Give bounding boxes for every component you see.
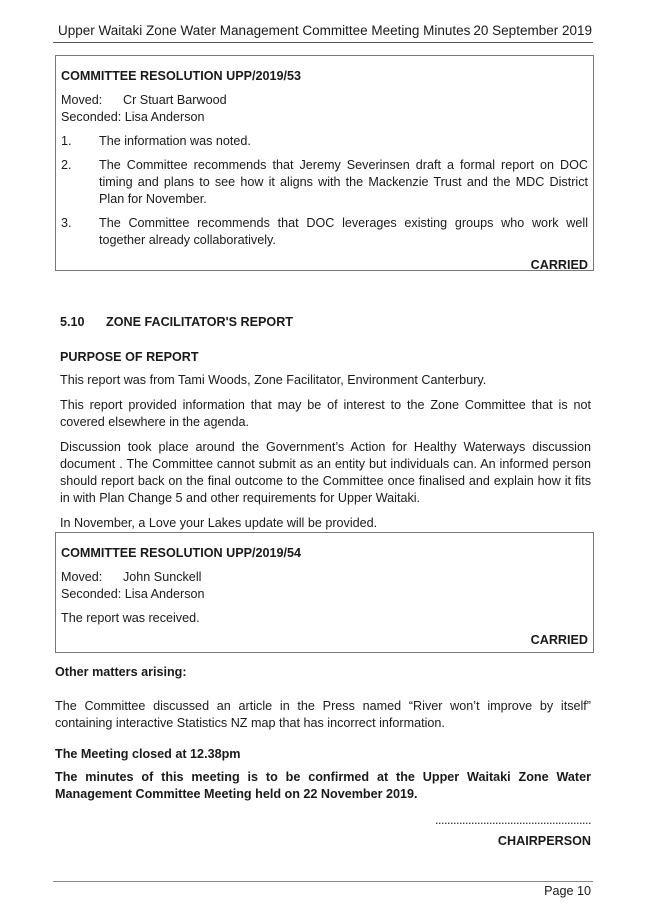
item-text: The Committee recommends that Jeremy Severinsen draft a formal report on DOC timing and plans to see how it aligns with the Mackenzie Trust and the MDC District Plan for November. bbox=[99, 158, 588, 206]
seconded-label: Seconded: bbox=[61, 587, 122, 601]
resolution-title: COMMITTEE RESOLUTION UPP/2019/54 bbox=[61, 546, 302, 560]
section-number: 5.10 bbox=[60, 315, 85, 329]
paragraph: In November, a Love your Lakes update will be provided. bbox=[60, 516, 378, 530]
section-title: ZONE FACILITATOR'S REPORT bbox=[106, 315, 294, 329]
chairperson-label: CHAIRPERSON bbox=[497, 834, 591, 848]
paragraph: This report was from Tami Woods, Zone Facilitator, Environment Canterbury. bbox=[60, 373, 487, 387]
carried-label: CARRIED bbox=[530, 258, 588, 272]
resolution-item bbox=[61, 133, 588, 150]
page-number: Page 10 bbox=[544, 884, 591, 898]
meeting-closed: The Meeting closed at 12.38pm bbox=[55, 747, 241, 761]
resolution-title: COMMITTEE RESOLUTION UPP/2019/53 bbox=[61, 69, 302, 83]
moved-name: John Sunckell bbox=[123, 570, 202, 584]
item-text: The Committee recommends that DOC leverages existing groups who work well together already collaboratively. bbox=[99, 216, 588, 247]
resolution-text: The report was received. bbox=[61, 611, 200, 625]
item-text: The information was noted. bbox=[99, 134, 251, 148]
item-number: 2. bbox=[61, 158, 72, 172]
resolution-item bbox=[61, 215, 588, 249]
seconded-label: Seconded: bbox=[61, 110, 122, 124]
other-matters-heading: Other matters arising: bbox=[55, 665, 187, 679]
paragraph: Discussion took place around the Government’s Action for Healthy Waterways discussion document . The Committee cannot submit as an entity but individuals can. An informed person should report back on the final outcome to the Committee once finalised and explain how it fits in with Plan Change 5 and other requirements for Upper Waitaki. bbox=[60, 440, 591, 505]
moved-label: Moved: bbox=[61, 570, 103, 584]
other-matters-text: The Committee discussed an article in the Press named “River won’t improve by itself” containing interactive Statistics NZ map that has incorrect information. bbox=[55, 699, 591, 730]
carried-label: CARRIED bbox=[530, 633, 588, 647]
moved-label: Moved: bbox=[61, 93, 103, 107]
purpose-heading: PURPOSE OF REPORT bbox=[60, 350, 199, 364]
header-rule bbox=[53, 42, 593, 43]
seconded-name: Lisa Anderson bbox=[124, 110, 205, 124]
item-number: 1. bbox=[61, 134, 72, 148]
seconded-row bbox=[61, 109, 588, 126]
moved-name: Cr Stuart Barwood bbox=[123, 93, 227, 107]
resolution-box-53 bbox=[55, 55, 594, 271]
signature-line: .................................................... bbox=[435, 813, 591, 827]
item-number: 3. bbox=[61, 216, 72, 230]
section-body bbox=[60, 372, 591, 532]
seconded-row bbox=[61, 586, 588, 603]
moved-row bbox=[61, 92, 588, 109]
footer-rule bbox=[53, 881, 593, 882]
resolution-item bbox=[61, 157, 588, 208]
paragraph: This report provided information that may be of interest to the Zone Committee that is not covered elsewhere in the agenda. bbox=[60, 398, 591, 429]
section-heading bbox=[60, 314, 293, 331]
seconded-name: Lisa Anderson bbox=[124, 587, 205, 601]
resolution-box-54 bbox=[55, 532, 594, 653]
moved-row bbox=[61, 569, 588, 586]
confirmation-text: The minutes of this meeting is to be confirmed at the Upper Waitaki Zone Water Management Committee Meeting held on 22 November 2019. bbox=[55, 770, 591, 801]
header-date: 20 September 2019 bbox=[473, 23, 592, 38]
header-title: Upper Waitaki Zone Water Management Committee Meeting Minutes bbox=[58, 23, 471, 38]
page-header bbox=[58, 22, 592, 39]
